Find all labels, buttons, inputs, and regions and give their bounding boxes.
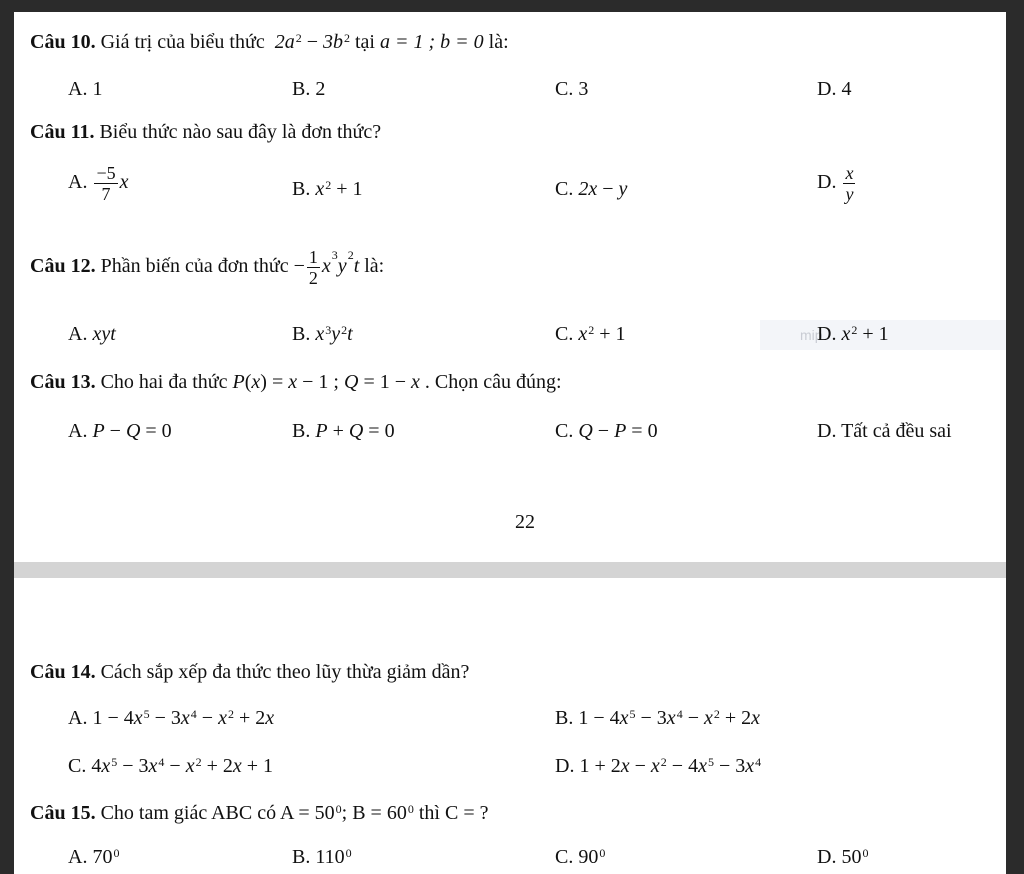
fraction: $\frac{-5}{7}$ — [96, 163, 116, 204]
fraction: $\frac{1}{2}$ — [308, 247, 318, 288]
option-a[interactable]: A. P − Q = 0 — [68, 420, 172, 442]
question-text: thì — [418, 802, 440, 824]
option-c[interactable]: C. 3 — [555, 78, 589, 100]
question-text: Phần biến của đơn thức — [100, 255, 289, 278]
question-text: Cho tam giác ABC có — [100, 802, 277, 824]
question-text: Cho hai đa thức — [100, 371, 228, 393]
option-label: B. — [292, 178, 311, 200]
option-d[interactable]: D. Tất cả đều sai — [817, 420, 952, 442]
option-a[interactable]: A. $70^0$ — [68, 846, 120, 868]
option-b[interactable]: B. $1 - 4x^5 - 3x^4 - x^2 + 2x$ — [555, 707, 761, 729]
question-text: tại — [354, 31, 375, 53]
option-d[interactable]: D. $50^0$ — [817, 846, 869, 868]
question-13 — [30, 370, 562, 394]
option-label: D. — [817, 323, 837, 345]
option-label: B. — [555, 707, 574, 729]
math-expression: P(x) = x − 1 ; Q = 1 − x — [232, 371, 420, 393]
option-d[interactable]: D. $1 + 2x - x^2 - 4x^5 - 3x^4$ — [555, 755, 762, 777]
question-text: Cách sắp xếp đa thức theo lũy thừa giảm dần? — [100, 661, 470, 683]
question-15: Câu 15. Cho tam giác ABC có $A = 50^0$; $B = 60^0$ thì C = ? — [30, 802, 489, 824]
option-label: C. — [555, 846, 574, 868]
question-12: Câu 12. Phần biến của đơn thức − $\frac{1}{2}$ $x^3y^2t$ là: — [30, 247, 385, 288]
option-c[interactable]: C. $4x^5 - 3x^4 - x^2 + 2x + 1$ — [68, 755, 274, 777]
question-text: = ? — [463, 802, 489, 824]
option-d[interactable]: D. $x^2 + 1$ — [817, 323, 889, 345]
question-text: . Chọn câu đúng: — [424, 371, 562, 393]
question-10 — [30, 30, 509, 54]
option-c[interactable]: C. $x^2 + 1$ — [555, 323, 626, 345]
question-text: là: — [364, 255, 385, 278]
math-condition: a = 1 ; b = 0 — [379, 31, 484, 53]
math-expression: $A = 50^0$; $B = 60^0$ — [280, 802, 414, 824]
option-label: D. — [817, 846, 837, 868]
option-label: B. — [292, 323, 311, 345]
question-label: Câu 15. — [30, 802, 96, 824]
question-label: Câu 11. — [30, 121, 95, 143]
watermark-text: mip — [800, 327, 823, 343]
question-label: Câu 10. — [30, 31, 96, 53]
option-a[interactable]: A. 1 — [68, 78, 103, 100]
option-label: D. — [817, 171, 837, 194]
option-d[interactable] — [817, 163, 857, 204]
option-label: A. — [68, 707, 88, 729]
option-label: C. — [68, 755, 87, 777]
option-label: A. — [68, 420, 88, 442]
question-text: Giá trị của biểu thức — [100, 31, 265, 53]
question-text: Biểu thức nào sau đây là đơn thức? — [99, 121, 382, 143]
option-label: A. — [68, 323, 88, 345]
option-label: A. — [68, 171, 88, 194]
option-d[interactable]: D. 4 — [817, 78, 852, 100]
option-b[interactable]: B. P + Q = 0 — [292, 420, 395, 442]
option-label: C. — [555, 178, 574, 200]
fraction: $\frac{x}{y}$ — [845, 163, 854, 204]
question-text: là: — [488, 31, 509, 53]
option-label: B. — [292, 846, 311, 868]
option-b[interactable]: B. $x^2 + 1$ — [292, 178, 363, 200]
option-label: C. — [555, 420, 574, 442]
question-label: Câu 12. — [30, 255, 96, 278]
option-b[interactable]: B. $110^0$ — [292, 846, 352, 868]
option-c[interactable]: C. $90^0$ — [555, 846, 606, 868]
option-b[interactable]: B. $x^3y^2t$ — [292, 323, 353, 345]
option-a[interactable]: A. xyt — [68, 323, 116, 345]
option-label: B. — [292, 420, 311, 442]
option-label: C. — [555, 323, 574, 345]
option-a[interactable]: A. $1 - 4x^5 - 3x^4 - x^2 + 2x$ — [68, 707, 275, 729]
option-c[interactable]: C. 2x − y — [555, 178, 628, 200]
option-label: A. — [68, 846, 88, 868]
page-number: 22 — [515, 511, 535, 533]
question-label: Câu 14. — [30, 661, 96, 683]
option-a[interactable]: A. $\frac{-5}{7}$ x — [68, 163, 129, 204]
question-label: Câu 13. — [30, 371, 96, 393]
question-14 — [30, 660, 469, 684]
option-b[interactable]: B. 2 — [292, 78, 326, 100]
page-separator — [14, 562, 1006, 578]
option-label: D. — [555, 755, 575, 777]
question-11 — [30, 120, 381, 144]
math-expression: $2a^2 - 3b^2$ — [274, 31, 350, 53]
option-c[interactable]: C. Q − P = 0 — [555, 420, 658, 442]
